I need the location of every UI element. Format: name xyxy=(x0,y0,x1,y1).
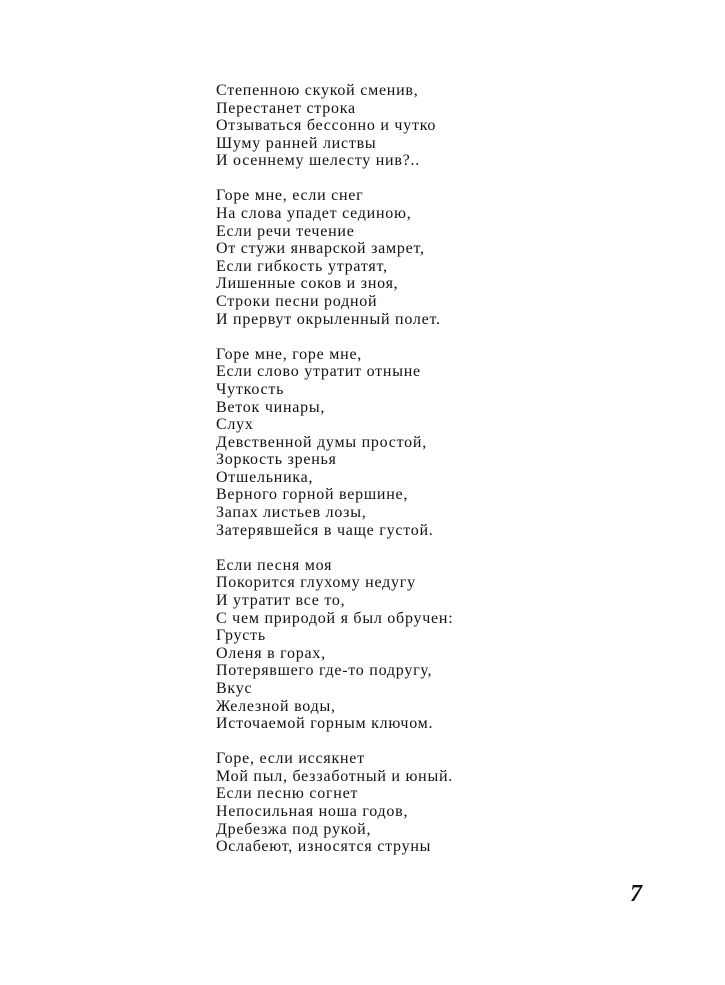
poem-line: Запах листьев лозы, xyxy=(216,504,367,522)
poem-body xyxy=(216,82,636,856)
poem-line: С чем природой я был обручен: xyxy=(216,609,454,627)
poem-line: От стужи январской замрет, xyxy=(216,240,425,258)
poem-line: Если слово утратит отныне xyxy=(216,363,421,381)
poem-line: Девственной думы простой, xyxy=(216,433,427,451)
poem-line: Горе, если иссякнет xyxy=(216,750,365,768)
poem-line: Веток чинары, xyxy=(216,398,326,416)
stanza xyxy=(216,557,636,733)
poem-line: Шуму ранней листвы xyxy=(216,134,377,152)
poem-line: Грусть xyxy=(216,627,266,645)
poem-line: Потерявшего где-то подругу, xyxy=(216,662,433,680)
poem-line: Оленя в горах, xyxy=(216,644,326,662)
poem-line: Дребезжа под рукой, xyxy=(216,820,372,838)
poem-line: Непосильная ноша годов, xyxy=(216,802,409,820)
page-number: 7 xyxy=(630,881,642,907)
poem-line: Покорится глухому недугу xyxy=(216,574,416,592)
poem-line: Горе мне, если снег xyxy=(216,187,364,205)
poem-line: Горе мне, горе мне, xyxy=(216,345,363,363)
poem-line: Чуткость xyxy=(216,380,285,398)
poem-line: Вкус xyxy=(216,679,253,697)
poem-line: Если речи течение xyxy=(216,222,355,240)
stanza xyxy=(216,346,636,540)
poem-line: Слух xyxy=(216,416,254,434)
poem-line: Если гибкость утратят, xyxy=(216,257,388,275)
poem-line: Строки песни родной xyxy=(216,293,378,311)
poem-line: Перестанет строка xyxy=(216,99,356,117)
poem-line: И утратит все то, xyxy=(216,591,346,609)
stanza xyxy=(216,750,636,856)
poem-line: Зоркость зренья xyxy=(216,451,337,469)
stanza xyxy=(216,82,636,170)
poem-line: Если песню согнет xyxy=(216,785,359,803)
poem-line: На слова упадет сединою, xyxy=(216,205,412,223)
poem-line: Ослабеют, износятся струны xyxy=(216,838,432,856)
poem-line: И осеннему шелесту нив?.. xyxy=(216,152,421,170)
poem-line: Отшельника, xyxy=(216,468,314,486)
poem-line: Лишенные соков и зноя, xyxy=(216,275,399,293)
poem-line: Отзываться бессонно и чутко xyxy=(216,117,437,135)
poem-line: Степенною скукой сменив, xyxy=(216,82,419,99)
poem-line: Если песня моя xyxy=(216,556,333,574)
poem-line: Железной воды, xyxy=(216,697,336,715)
poem-line: Мой пыл, беззаботный и юный. xyxy=(216,767,454,785)
poem-line: Затерявшейся в чаще густой. xyxy=(216,521,434,539)
poem-line: Верного горной вершине, xyxy=(216,486,409,504)
stanza xyxy=(216,187,636,328)
poem-line: Источаемой горным ключом. xyxy=(216,715,434,733)
poem-line: И прервут окрыленный полет. xyxy=(216,310,441,328)
